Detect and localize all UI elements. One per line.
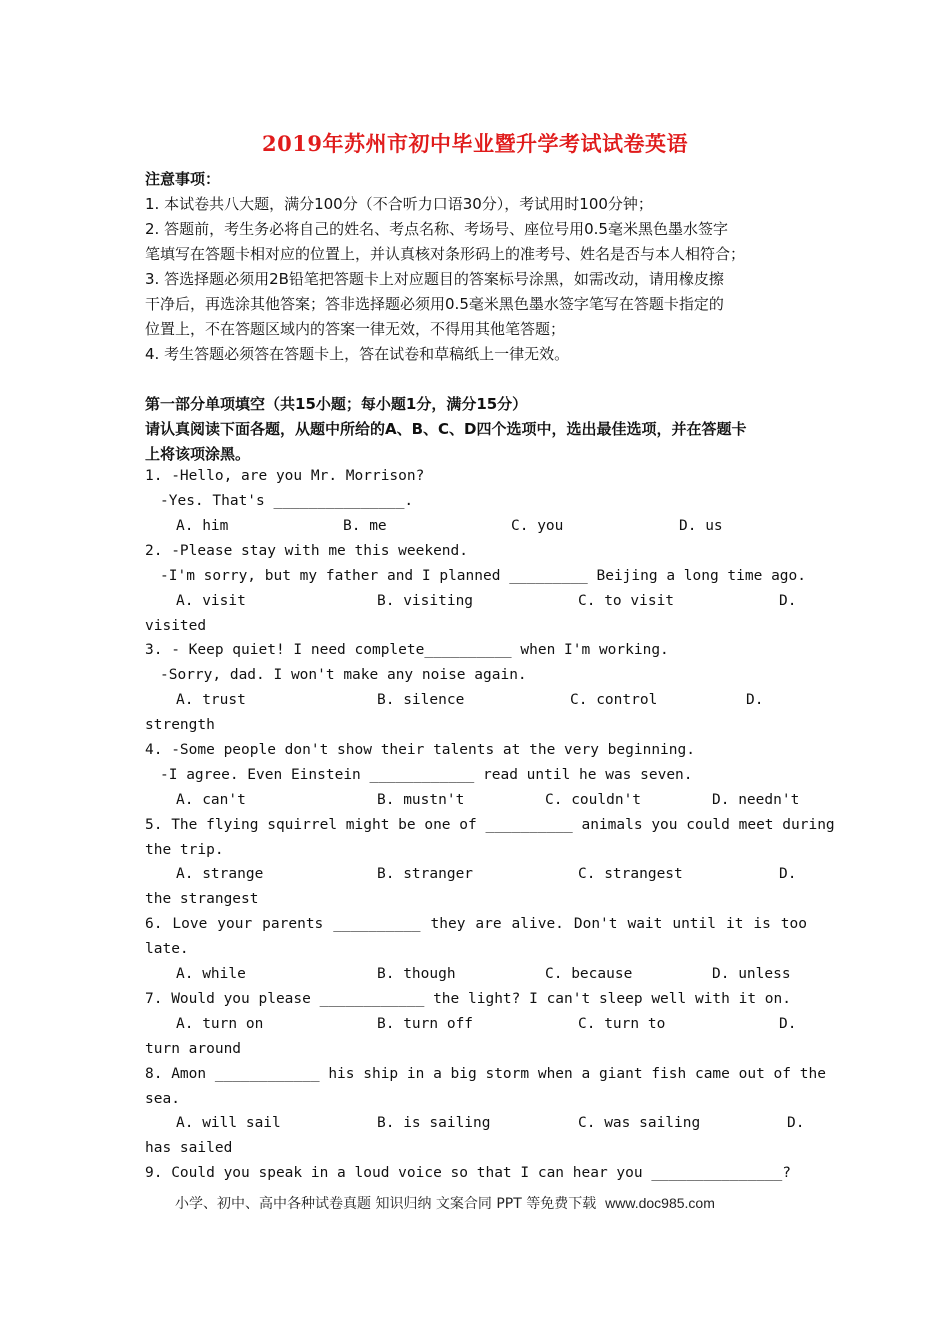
option-b: B. stranger [377,866,474,882]
option-d-text: visited [145,618,207,634]
question-stem: late. [145,941,189,957]
notice-heading: 注意事项： [145,170,221,188]
notice-line: 干净后，再选涂其他答案；答非选择题必须用0.5毫米黑色墨水签字笔写在答题卡指定的 [145,295,724,313]
notice-line: 2. 答题前，考生务必将自己的姓名、考点名称、考场号、座位号用0.5毫米黑色墨水签字 [145,220,728,238]
option-c: C. couldn't [545,792,642,808]
option-a: A. him [176,518,229,534]
option-d: D. unless [712,966,791,982]
page-title: 2019年苏州市初中毕业暨升学考试试卷英语 [262,131,688,156]
option-b: B. mustn't [377,792,465,808]
option-a: A. while [176,966,246,982]
option-b: B. silence [377,692,465,708]
option-d-text: turn around [145,1041,242,1057]
option-b: B. me [343,518,387,534]
option-c: C. to visit [578,593,675,609]
question-stem: 9. Could you speak in a loud voice so that I can hear you _______________? [145,1165,792,1181]
section-instruction: 上将该项涂黑。 [145,445,251,463]
option-a: A. turn on [176,1016,264,1032]
section-instruction: 请认真阅读下面各题，从题中所给的A、B、C、D四个选项中，选出最佳选项，并在答题卡 [145,420,747,438]
notice-line: 3. 答选择题必须用2B铅笔把答题卡上对应题目的答案标号涂黑，如需改动，请用橡皮擦 [145,270,724,288]
question-stem: 3. - Keep quiet! I need complete__________ when I'm working. [145,642,669,658]
question-stem: the trip. [145,842,224,858]
option-a: A. trust [176,692,246,708]
footer-text: 小学、初中、高中各种试卷真题 知识归纳 文案合同 PPT 等免费下载 [175,1196,597,1212]
option-d: D. [779,1016,797,1032]
notice-line: 4. 考生答题必须答在答题卡上，答在试卷和草稿纸上一律无效。 [145,345,570,363]
footer-banner [175,1193,715,1213]
option-a: A. visit [176,593,246,609]
question-stem: 7. Would you please ____________ the light? I can't sleep well with it on. [145,991,792,1007]
question-stem: sea. [145,1091,180,1107]
option-d: D. [787,1115,805,1131]
question-stem: 4. -Some people don't show their talents at the very beginning. [145,742,695,758]
option-d: D. [779,866,797,882]
option-c: C. was sailing [578,1115,701,1131]
question-stem: 2. -Please stay with me this weekend. [145,543,469,559]
option-b: B. though [377,966,456,982]
option-c: C. you [511,518,564,534]
footer-url[interactable]: www.doc985.com [605,1195,715,1211]
notice-line: 笔填写在答题卡相对应的位置上，并认真核对条形码上的准考号、姓名是否与本人相符合； [145,245,746,263]
option-d: D. [746,692,764,708]
option-d-text: the strangest [145,891,259,907]
section-heading: 第一部分单项填空（共15小题；每小题1分，满分15分） [145,395,528,413]
question-stem: -I agree. Even Einstein ____________ read until he was seven. [160,767,693,783]
option-d-text: strength [145,717,215,733]
option-c: C. because [545,966,633,982]
question-stem: 8. Amon ____________ his ship in a big storm when a giant fish came out of the [145,1066,826,1082]
option-a: A. can't [176,792,246,808]
option-b: B. turn off [377,1016,474,1032]
question-stem: -Yes. That's _______________. [160,493,414,509]
option-a: A. will sail [176,1115,281,1131]
notice-line: 1. 本试卷共八大题，满分100分（不合听力口语30分），考试用时100分钟； [145,195,653,213]
option-c: C. control [570,692,658,708]
question-stem: -Sorry, dad. I won't make any noise again. [160,667,527,683]
question-stem: -I'm sorry, but my father and I planned _________ Beijing a long time ago. [160,568,807,584]
question-stem: 1. -Hello, are you Mr. Morrison? [145,468,425,484]
option-d: D. us [679,518,723,534]
question-stem: 5. The flying squirrel might be one of __________ animals you could meet during [145,817,835,833]
option-c: C. strangest [578,866,683,882]
option-d-text: has sailed [145,1140,233,1156]
option-b: B. is sailing [377,1115,491,1131]
option-d: D. needn't [712,792,800,808]
option-b: B. visiting [377,593,474,609]
option-a: A. strange [176,866,264,882]
notice-line: 位置上，不在答题区域内的答案一律无效，不得用其他笔答题； [145,320,566,338]
option-c: C. turn to [578,1016,666,1032]
option-d: D. [779,593,797,609]
question-stem: 6. Love your parents __________ they are alive. Don't wait until it is too [145,916,807,932]
